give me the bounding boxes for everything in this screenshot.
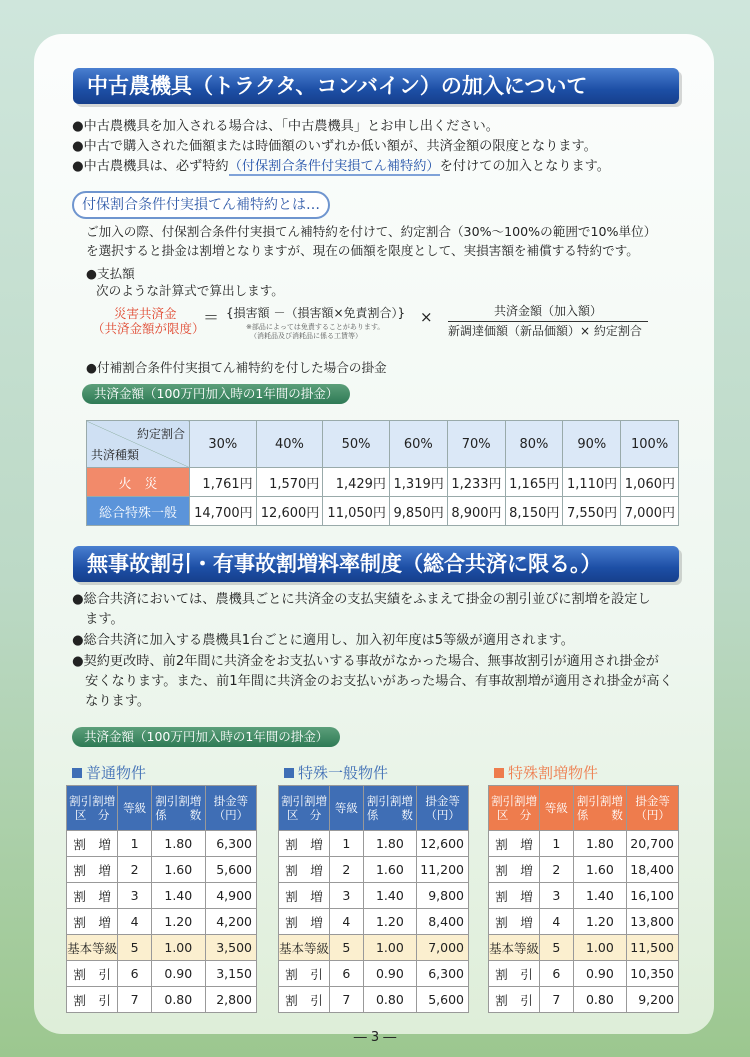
table-cell: 20,700 [627, 831, 679, 857]
rate-table [66, 785, 257, 1013]
table-row [489, 883, 679, 909]
table-cell: 基本等級 [279, 935, 330, 961]
table-cell: 3,500 [205, 935, 256, 961]
section2-line: ます。 [72, 612, 124, 627]
formula-note-1: ※部品によっては免責することがあります。 [246, 323, 385, 331]
table-cell: 5 [540, 935, 573, 961]
table-cell: 5,600 [205, 857, 256, 883]
col-header: 100% [621, 421, 679, 468]
section2-line: なります。 [72, 694, 151, 709]
rate-table-header: 割引割増 係 数 [151, 786, 205, 831]
formula-numerator: 共済金額（加入額） [494, 304, 603, 318]
rate-table-header: 等級 [118, 786, 152, 831]
table-cell: 11,050円 [323, 497, 390, 526]
table-cell: 基本等級 [489, 935, 540, 961]
table-cell: 8,150円 [505, 497, 563, 526]
col-header: 30% [190, 421, 257, 468]
ribbon-2: 共済金額（100万円加入時の1年間の掛金） [72, 727, 340, 747]
section1-title: 中古農機具（トラクタ、コンバイン）の加入について [73, 68, 679, 104]
section2-line: ●総合共済においては、農機具ごとに共済金の支払実績をふまえて掛金の割引並びに割増を設定し [72, 592, 651, 607]
table-cell: 0.80 [573, 987, 627, 1013]
table-cell: 3 [330, 883, 363, 909]
table-cell: 0.90 [573, 961, 627, 987]
table-row [279, 961, 469, 987]
table-cell: 13,800 [627, 909, 679, 935]
table-cell: 1.40 [151, 883, 205, 909]
table-cell: 5,600 [417, 987, 469, 1013]
table-cell: 割 増 [67, 831, 118, 857]
col-header: 70% [447, 421, 505, 468]
section2-title: 無事故割引・有事故割増料率制度（総合共済に限る。） [73, 546, 679, 582]
table-cell: 7 [540, 987, 573, 1013]
table-cell: 1.60 [363, 857, 417, 883]
section2-line: ●契約更改時、前2年間に共済金をお支払いする事故がなかった場合、無事故割引が適用され掛金が [72, 654, 659, 669]
table-cell: 2 [118, 857, 152, 883]
table-cell: 1.40 [573, 883, 627, 909]
table-cell: 6,300 [205, 831, 256, 857]
bullet-line-1: ●中古農機具を加入される場合は、「中古農機具」とお申し出ください。 [72, 119, 499, 134]
rate-table-header: 等級 [540, 786, 573, 831]
formula-left-2: （共済金額が限度） [92, 321, 205, 336]
table-cell: 6 [330, 961, 363, 987]
table-row [67, 909, 257, 935]
table-cell: 0.90 [363, 961, 417, 987]
rate-table-header: 掛金等 （円） [205, 786, 256, 831]
rate-table-title [284, 762, 388, 783]
ribbon-1: 共済金額（100万円加入時の1年間の掛金） [82, 384, 350, 404]
rate-table-header: 掛金等 （円） [417, 786, 469, 831]
table-cell: 1.60 [151, 857, 205, 883]
table-cell: 9,200 [627, 987, 679, 1013]
table-cell: 3 [118, 883, 152, 909]
formula-left-1: 災害共済金 [114, 306, 177, 321]
table-cell: 12,600円 [256, 497, 323, 526]
rate-table-header: 割引割増 区 分 [489, 786, 540, 831]
table-cell: 割 引 [279, 987, 330, 1013]
table-cell: 1,570円 [256, 468, 323, 497]
table-row [489, 909, 679, 935]
table-cell: 7,000 [417, 935, 469, 961]
table-row [489, 857, 679, 883]
bullet3-pre: ●中古農機具は、必ず特約 [72, 159, 229, 174]
table-cell: 7,550円 [563, 497, 621, 526]
table-row [279, 935, 469, 961]
formula-note-2: （消耗品及び消耗品に係る工賃等） [250, 332, 362, 340]
table-cell: 16,100 [627, 883, 679, 909]
table-cell: 4 [330, 909, 363, 935]
table-row [87, 497, 679, 526]
table-cell: 割 増 [67, 857, 118, 883]
table-cell: 8,900円 [447, 497, 505, 526]
table-row [87, 468, 679, 497]
table-cell: 割 増 [279, 909, 330, 935]
table-cell: 6 [540, 961, 573, 987]
formula-denominator: 新調達価額（新品価額）× 約定割合 [448, 324, 642, 338]
col-header: 60% [389, 421, 447, 468]
table-cell: 8,400 [417, 909, 469, 935]
table-cell: 1,110円 [563, 468, 621, 497]
table-cell: 2,800 [205, 987, 256, 1013]
table-cell: 7 [118, 987, 152, 1013]
table-cell: 4,900 [205, 883, 256, 909]
rate-table-title-text: 特殊割増物件 [508, 764, 599, 782]
table-row [489, 831, 679, 857]
corner-top-label: 約定割合 [136, 427, 185, 441]
col-header: 80% [505, 421, 563, 468]
square-bullet-icon [72, 768, 82, 778]
table-cell: 1,761円 [190, 468, 257, 497]
table-cell: 割 増 [279, 857, 330, 883]
table-cell: 1.00 [151, 935, 205, 961]
table-cell: 1 [118, 831, 152, 857]
table-cell: 割 増 [279, 883, 330, 909]
table-cell: 6 [118, 961, 152, 987]
special-clause-pill: 付保割合条件付実損てん補特約とは… [72, 191, 330, 219]
table-corner [87, 421, 190, 468]
table-row [489, 935, 679, 961]
table-cell: 7,000円 [621, 497, 679, 526]
table-cell: 割 引 [279, 961, 330, 987]
bullet3-post: を付けての加入となります。 [439, 159, 610, 174]
table-cell: 割 増 [489, 857, 540, 883]
section2-line: 安くなります。また、前1年間に共済金のお支払いがあった場合、有事故割増が適用され掛金が高く [72, 674, 673, 689]
table-cell: 7 [330, 987, 363, 1013]
rate-table-header: 割引割増 係 数 [573, 786, 627, 831]
rate-table-header: 割引割増 区 分 [279, 786, 330, 831]
table-cell: 割 引 [67, 961, 118, 987]
table-cell: 6,300 [417, 961, 469, 987]
table-cell: 9,800 [417, 883, 469, 909]
table-cell: 3,150 [205, 961, 256, 987]
table-cell: 12,600 [417, 831, 469, 857]
table-cell: 割 引 [67, 987, 118, 1013]
table-cell: 1.00 [363, 935, 417, 961]
payment-desc: 次のような計算式で算出します。 [96, 283, 284, 298]
bullet-line-2: ●中古で購入された価額または時価額のいずれか低い額が、共済金額の限度となります。 [72, 139, 597, 154]
table-row [67, 961, 257, 987]
table-row [489, 961, 679, 987]
square-bullet-icon [284, 768, 294, 778]
table-cell: 18,400 [627, 857, 679, 883]
table-cell: 11,200 [417, 857, 469, 883]
table-row [279, 857, 469, 883]
rate-table-header: 掛金等 （円） [627, 786, 679, 831]
table-cell: 1.40 [363, 883, 417, 909]
col-header: 40% [256, 421, 323, 468]
row-label: 総合特殊一般 [87, 497, 190, 526]
table-cell: 4,200 [205, 909, 256, 935]
table-cell: 割 増 [67, 883, 118, 909]
table-cell: 1,429円 [323, 468, 390, 497]
table-cell: 11,500 [627, 935, 679, 961]
special-clause-link: （付保割合条件付実損てん補特約） [228, 159, 440, 174]
table-cell: 4 [118, 909, 152, 935]
table-cell: 1.80 [573, 831, 627, 857]
table-cell: 1,319円 [389, 468, 447, 497]
rate-table-title [494, 762, 598, 783]
table-row [279, 909, 469, 935]
col-header: 90% [563, 421, 621, 468]
row-label: 火 災 [87, 468, 190, 497]
table-cell: 1.60 [573, 857, 627, 883]
table-row [67, 883, 257, 909]
table-cell: 基本等級 [67, 935, 118, 961]
rate-table-title-text: 特殊一般物件 [298, 764, 389, 782]
table-cell: 1.20 [363, 909, 417, 935]
table-cell: 14,700円 [190, 497, 257, 526]
table-cell: 1.80 [151, 831, 205, 857]
rate-table [278, 785, 469, 1013]
formula-middle: {損害額 －（損害額×免責割合）} [226, 306, 406, 320]
page-number: ― 3 ― [353, 1030, 397, 1045]
table-cell: 1,060円 [621, 468, 679, 497]
square-bullet-icon [494, 768, 504, 778]
table-cell: 1.20 [151, 909, 205, 935]
special-clause-table [86, 420, 679, 526]
table-row [67, 857, 257, 883]
table-cell: 1.20 [573, 909, 627, 935]
table-cell: 1.00 [573, 935, 627, 961]
table-cell: 割 引 [489, 987, 540, 1013]
rate-table [488, 785, 679, 1013]
table-cell: 10,350 [627, 961, 679, 987]
table-cell: 5 [330, 935, 363, 961]
table-row [67, 831, 257, 857]
table-cell: 1,165円 [505, 468, 563, 497]
rate-table-header: 割引割増 区 分 [67, 786, 118, 831]
table-row [67, 987, 257, 1013]
table-cell: 1,233円 [447, 468, 505, 497]
table-cell: 割 増 [489, 909, 540, 935]
formula-times: × [420, 308, 433, 326]
table-cell: 1 [330, 831, 363, 857]
table-cell: 1 [540, 831, 573, 857]
table-cell: 9,850円 [389, 497, 447, 526]
rate-table-header: 割引割増 係 数 [363, 786, 417, 831]
special-desc-line-1: ご加入の際、付保割合条件付実損てん補特約を付けて、約定割合（30%～100%の範囲で10%単位） [86, 224, 657, 239]
col-header: 50% [323, 421, 390, 468]
table-cell: 0.80 [363, 987, 417, 1013]
table-row [489, 987, 679, 1013]
special-desc-line-2: を選択すると掛金は割増となりますが、現在の価額を限度として、実損害額を補償する特約です。 [86, 243, 639, 258]
table-cell: 2 [540, 857, 573, 883]
table-cell: 3 [540, 883, 573, 909]
table-cell: 割 引 [489, 961, 540, 987]
table-cell: 割 増 [67, 909, 118, 935]
table-cell: 割 増 [489, 831, 540, 857]
table-cell: 2 [330, 857, 363, 883]
table-cell: 1.80 [363, 831, 417, 857]
table-row [279, 883, 469, 909]
rate-table-header: 等級 [330, 786, 363, 831]
formula-equals: ＝ [203, 308, 220, 327]
section2-line: ●総合共済に加入する農機具1台ごとに適用し、加入初年度は5等級が適用されます。 [72, 633, 574, 648]
table-cell: 0.80 [151, 987, 205, 1013]
rate-table-title-text: 普通物件 [86, 764, 147, 782]
table-cell: 4 [540, 909, 573, 935]
table-cell: 割 増 [279, 831, 330, 857]
table-row [279, 831, 469, 857]
corner-bottom-label: 共済種類 [91, 448, 140, 462]
table-row [67, 935, 257, 961]
premium-heading: ●付補割合条件付実損てん補特約を付した場合の掛金 [86, 360, 387, 375]
table-cell: 0.90 [151, 961, 205, 987]
table-cell: 割 増 [489, 883, 540, 909]
table-cell: 5 [118, 935, 152, 961]
bullet-line-3 [72, 157, 692, 177]
table-row [279, 987, 469, 1013]
payment-heading: ●支払額 [86, 266, 135, 281]
rate-table-title [72, 762, 146, 783]
